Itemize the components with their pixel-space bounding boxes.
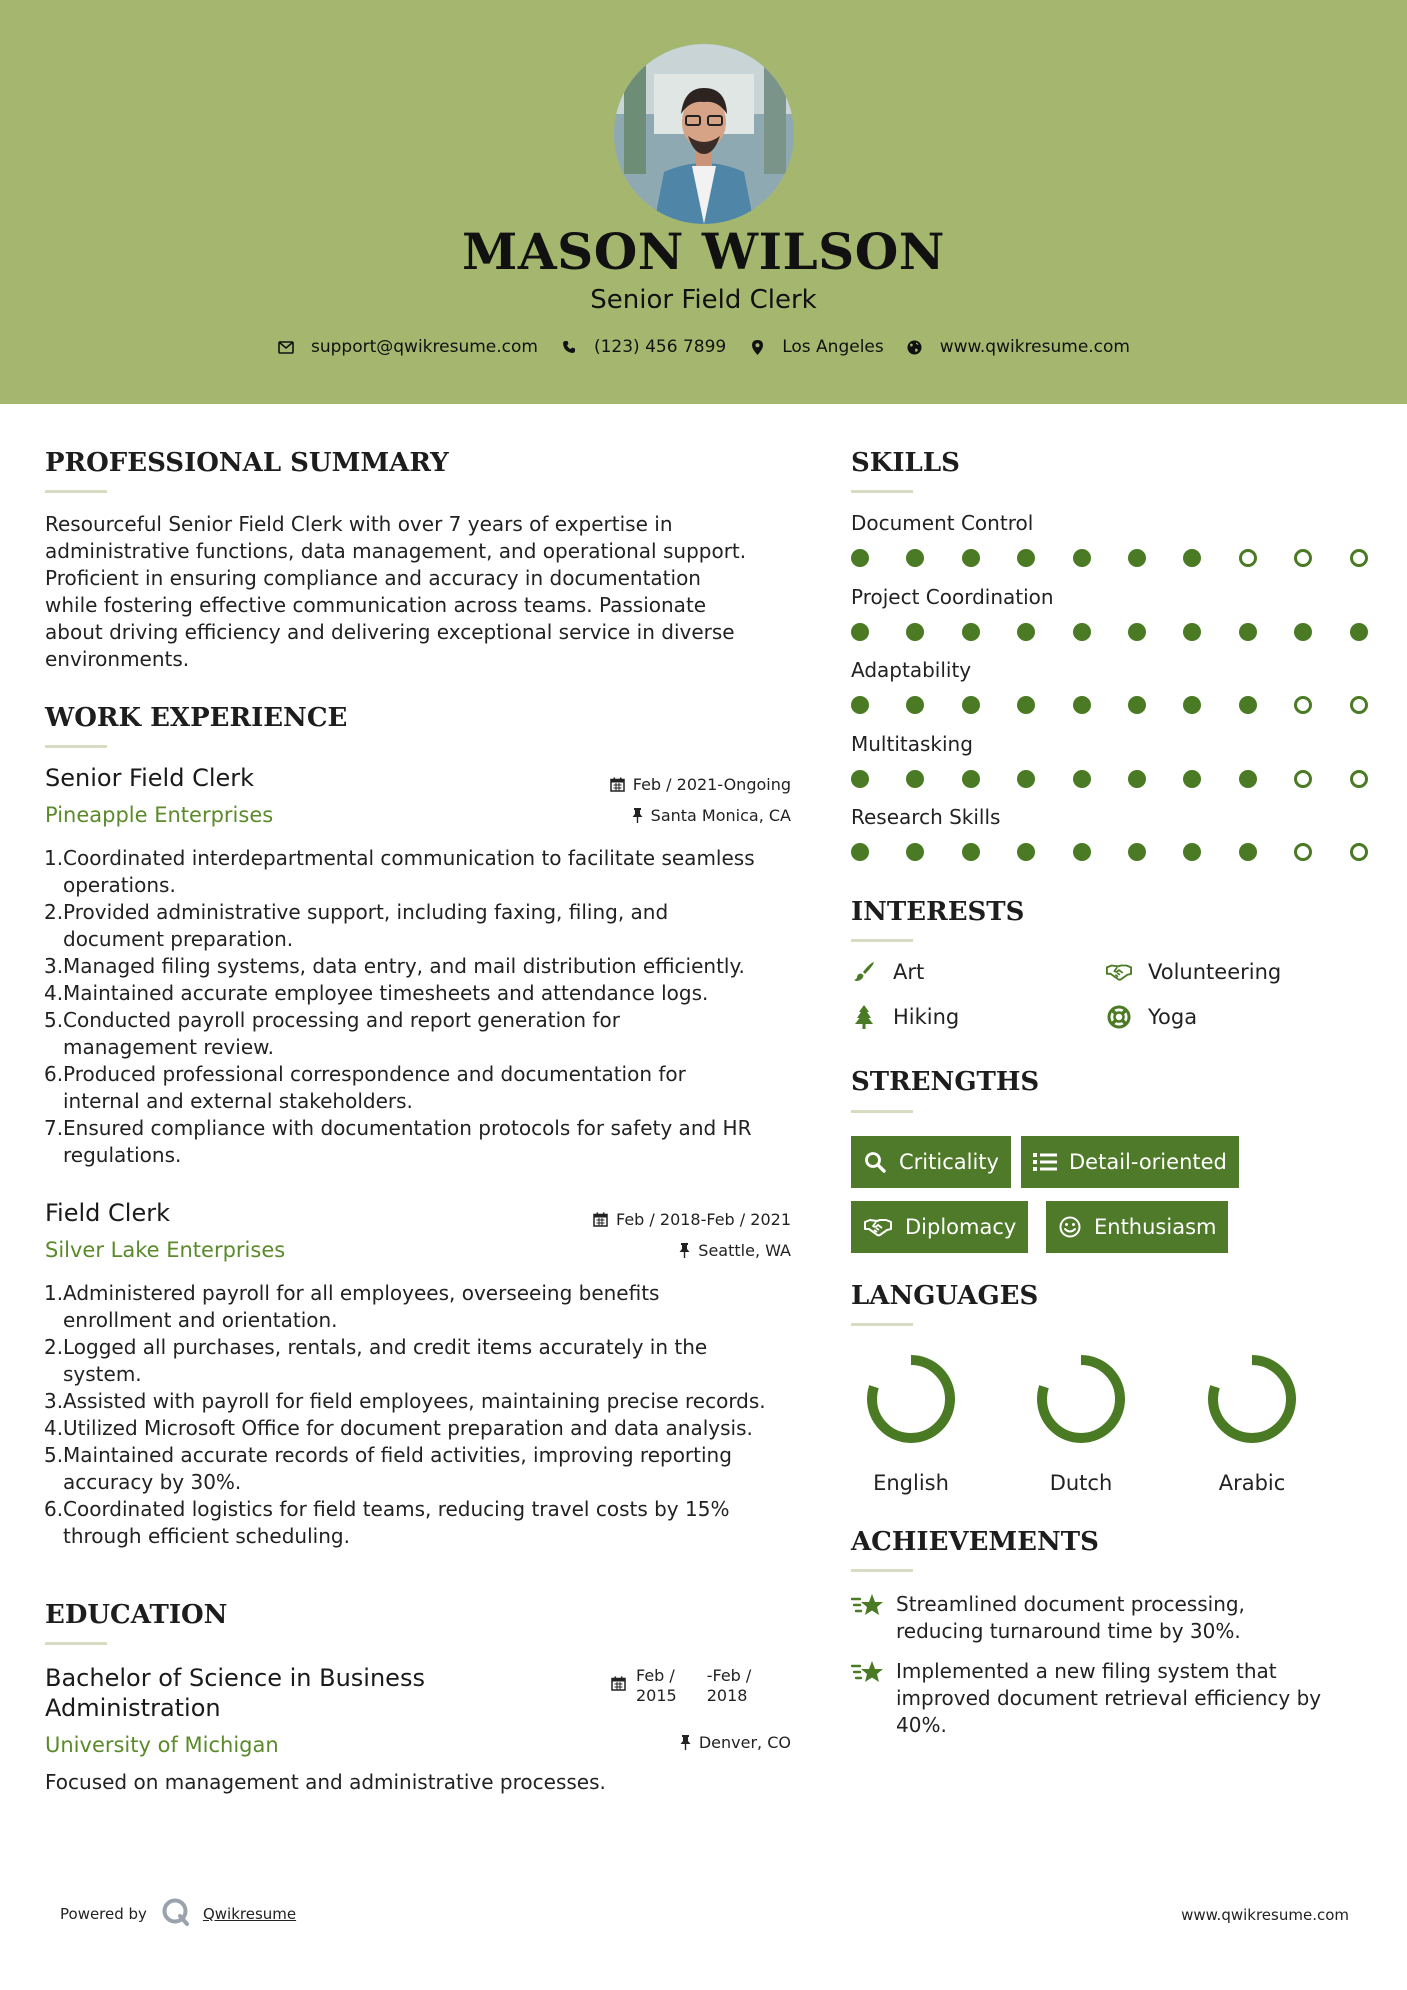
language-level-ring (865, 1353, 957, 1445)
list-item: 2. Provided administrative support, including faxing, filing, and document preparation. (44, 900, 669, 951)
skill-dot-filled (906, 770, 924, 788)
skill-dot-filled (1017, 696, 1035, 714)
strength-label: Detail-oriented (1069, 1150, 1227, 1174)
skill-dot-filled (851, 623, 869, 641)
contact-location (748, 337, 884, 357)
skill-dot-filled (1073, 549, 1091, 567)
skill-name: Multitasking (851, 731, 973, 756)
skill-dot-filled (962, 549, 980, 567)
contact-phone-text: (123) 456 7899 (593, 337, 727, 357)
skill-rating (851, 621, 1365, 643)
star-icon (851, 1591, 885, 1621)
profile-photo (614, 44, 794, 224)
degree-line: Bachelor of Science in Business (45, 1664, 425, 1692)
list-item: 5. Maintained accurate records of field activities, improving reporting accuracy by 30%. (44, 1443, 732, 1494)
qwikresume-logo-icon (161, 1897, 191, 1931)
interests-heading-rule (851, 939, 913, 942)
job-company: Pineapple Enterprises (45, 803, 274, 827)
languages-heading: LANGUAGES (851, 1281, 1039, 1311)
skill-dot-filled (1183, 770, 1201, 788)
education-location-text: Denver, CO (698, 1733, 791, 1752)
skill-name: Adaptability (851, 658, 972, 682)
language-item (846, 1353, 976, 1495)
contact-website-text: www.qwikresume.com (939, 337, 1130, 357)
strength-badge (851, 1201, 1028, 1253)
list-item: 4. Maintained accurate employee timesheets and attendance logs. (44, 981, 709, 1005)
job-title: Field Clerk (45, 1199, 170, 1227)
skill-dot-filled (962, 770, 980, 788)
list-item: 1. Coordinated interdepartmental communication to facilitate seamless operations. (44, 846, 755, 897)
tree-icon (851, 1004, 877, 1030)
handshake-icon (1106, 959, 1132, 985)
strength-badge (1021, 1136, 1239, 1188)
interest-item-art (851, 959, 924, 985)
contact-bar (0, 337, 1407, 357)
language-item (1016, 1353, 1146, 1495)
interest-item-hiking (851, 1004, 959, 1030)
job-location (679, 1241, 791, 1260)
list-item: 2. Logged all purchases, rentals, and credit items accurately in the system. (44, 1335, 708, 1386)
strength-badge (1046, 1201, 1228, 1253)
strength-label: Criticality (899, 1150, 999, 1174)
summary-line: administrative functions, data management, and operational support. (45, 539, 747, 563)
list-item: 7. Ensured compliance with documentation protocols for safety and HR regulations. (44, 1116, 752, 1167)
degree-line: Administration (45, 1694, 221, 1722)
skill-dot-filled (1183, 843, 1201, 861)
skill-dot-filled (906, 549, 924, 567)
summary-line: about driving efficiency and delivering exceptional service in diverse (45, 620, 735, 644)
skill-dot-filled (1294, 623, 1312, 641)
skill-name: Research Skills (851, 805, 1001, 829)
job-date (610, 775, 791, 794)
contact-website[interactable] (906, 337, 1130, 357)
interests-heading: INTERESTS (851, 897, 1025, 927)
education-heading: EDUCATION (45, 1600, 228, 1630)
skill-dot-filled (1017, 623, 1035, 641)
star-icon (851, 1658, 885, 1688)
skill-dot-filled (1239, 770, 1257, 788)
skill-dot-filled (1128, 623, 1146, 641)
list-item: 3. Assisted with payroll for field employees, maintaining precise records. (44, 1389, 766, 1413)
experience-heading-rule (45, 745, 107, 748)
interest-item-volunteering (1106, 959, 1281, 985)
skill-dot-filled (1017, 549, 1035, 567)
language-label: Dutch (1049, 1471, 1113, 1495)
strength-label: Enthusiasm (1094, 1215, 1217, 1239)
language-level-ring (1206, 1353, 1298, 1445)
skill-dot-filled (962, 843, 980, 861)
skill-dot-empty (1294, 770, 1312, 788)
skill-dot-filled (1128, 549, 1146, 567)
skill-dot-filled (1183, 549, 1201, 567)
summary-heading: PROFESSIONAL SUMMARY (45, 448, 449, 478)
skill-dot-filled (906, 843, 924, 861)
calendar-icon (610, 777, 625, 792)
language-level-ring (1035, 1353, 1127, 1445)
job-duties-list (45, 845, 815, 1169)
powered-by (60, 1897, 296, 1931)
skill-dot-filled (851, 696, 869, 714)
envelope-icon (277, 338, 295, 356)
list-icon (1033, 1150, 1057, 1174)
list-item: 6. Produced professional correspondence and documentation for internal and external stakeholders. (44, 1062, 686, 1113)
achievements-heading: ACHIEVEMENTS (851, 1527, 1099, 1557)
candidate-title: Senior Field Clerk (590, 285, 817, 315)
skill-dot-filled (1073, 696, 1091, 714)
skill-dot-filled (1128, 843, 1146, 861)
summary-line: Resourceful Senior Field Clerk with over 7 years of expertise in (45, 512, 673, 536)
education-date (611, 1666, 751, 1706)
skill-dot-filled (851, 549, 869, 567)
footer-website[interactable]: www.qwikresume.com (1181, 1906, 1349, 1924)
skill-dot-filled (1350, 623, 1368, 641)
skill-dot-filled (1183, 696, 1201, 714)
skill-name: Project Coordination (851, 584, 1054, 609)
list-item: 3. Managed filing systems, data entry, and mail distribution efficiently. (44, 954, 745, 978)
skill-dot-empty (1350, 696, 1368, 714)
job-location-text: Santa Monica, CA (650, 806, 791, 825)
degree-title (45, 1663, 425, 1723)
candidate-name: MASON WILSON (462, 222, 945, 281)
summary-text (45, 511, 805, 673)
achievement-text: Implemented a new filing system that improved document retrieval efficiency by 40%. (896, 1659, 1322, 1737)
languages-heading-rule (851, 1323, 913, 1326)
skill-dot-filled (1183, 623, 1201, 641)
skill-dot-filled (1239, 623, 1257, 641)
strengths-heading-rule (851, 1110, 913, 1113)
skill-rating (851, 841, 1365, 863)
skill-rating (851, 694, 1365, 716)
skill-dot-filled (1073, 623, 1091, 641)
experience-heading: WORK EXPERIENCE (45, 703, 348, 733)
strength-label: Diplomacy (905, 1215, 1017, 1239)
skill-dot-filled (851, 843, 869, 861)
list-item: 5. Conducted payroll processing and report generation for management review. (44, 1008, 620, 1059)
interest-label: Volunteering (1148, 960, 1282, 984)
education-location (680, 1733, 791, 1752)
contact-email-text: support@qwikresume.com (311, 337, 538, 357)
skill-name: Document Control (851, 511, 1034, 535)
strengths-heading: STRENGTHS (851, 1067, 1040, 1097)
resume-header (0, 0, 1407, 404)
summary-line: while fostering effective communication across teams. Passionate (45, 593, 707, 617)
language-label: English (873, 1471, 949, 1495)
job-location (632, 806, 791, 825)
smile-icon (1058, 1215, 1082, 1239)
education-end: -Feb / 2018 (706, 1666, 752, 1705)
list-item: 1. Administered payroll for all employees, overseeing benefits enrollment and orientation. (44, 1281, 660, 1332)
handshake-icon (863, 1215, 893, 1239)
contact-phone[interactable] (560, 337, 726, 357)
paintbrush-icon (851, 959, 877, 985)
achievement-text: Streamlined document processing, reducing turnaround time by 30%. (896, 1592, 1245, 1643)
contact-location-text: Los Angeles (782, 337, 884, 357)
skill-dot-filled (962, 696, 980, 714)
map-marker-icon (748, 338, 766, 356)
skill-dot-empty (1350, 549, 1368, 567)
skill-dot-empty (1294, 549, 1312, 567)
skill-dot-filled (1073, 770, 1091, 788)
achievement-item (851, 1591, 1371, 1645)
skill-rating (851, 768, 1365, 790)
interest-label: Yoga (1148, 1005, 1198, 1029)
summary-line: Proficient in ensuring compliance and accuracy in documentation (45, 566, 701, 590)
skill-dot-filled (962, 623, 980, 641)
education-start: Feb / 2015 (636, 1666, 677, 1705)
skill-dot-empty (1350, 843, 1368, 861)
powered-by-label: Powered by (60, 1905, 147, 1923)
skill-dot-filled (1239, 843, 1257, 861)
job-title: Senior Field Clerk (45, 764, 255, 792)
job-duties-list (45, 1280, 815, 1550)
skill-rating (851, 547, 1365, 569)
skill-dot-filled (851, 770, 869, 788)
life-ring-icon (1106, 1004, 1132, 1030)
skill-dot-filled (1017, 843, 1035, 861)
summary-line: environments. (45, 647, 190, 671)
job-location-text: Seattle, WA (698, 1241, 791, 1260)
job-company: Silver Lake Enterprises (45, 1238, 286, 1262)
search-icon (863, 1150, 887, 1174)
job-date-text: Feb / 2021-Ongoing (632, 775, 791, 794)
skill-dot-empty (1350, 770, 1368, 788)
phone-icon (560, 338, 578, 356)
skill-dot-filled (1128, 770, 1146, 788)
achievement-item (851, 1658, 1371, 1739)
skill-dot-filled (906, 696, 924, 714)
pushpin-icon (679, 1243, 690, 1258)
calendar-icon (611, 1676, 626, 1691)
job-date (593, 1210, 791, 1229)
skill-dot-empty (1239, 549, 1257, 567)
language-item (1187, 1353, 1317, 1495)
qwikresume-link[interactable]: Qwikresume (202, 1905, 297, 1923)
calendar-icon (593, 1212, 608, 1227)
skill-dot-filled (906, 623, 924, 641)
skill-dot-filled (1239, 696, 1257, 714)
contact-email[interactable] (277, 337, 538, 357)
skill-dot-filled (1073, 843, 1091, 861)
school-name: University of Michigan (45, 1733, 279, 1757)
skill-dot-filled (1017, 770, 1035, 788)
achievements-heading-rule (851, 1569, 913, 1572)
job-date-text: Feb / 2018-Feb / 2021 (616, 1210, 791, 1229)
skill-dot-empty (1294, 696, 1312, 714)
list-item: 6. Coordinated logistics for field teams, reducing travel costs by 15% through efficient scheduling. (44, 1497, 730, 1548)
education-heading-rule (45, 1642, 107, 1645)
globe-icon (906, 338, 924, 356)
summary-heading-rule (45, 490, 107, 493)
strength-badge (851, 1136, 1011, 1188)
interest-label: Hiking (893, 1005, 960, 1029)
pushpin-icon (680, 1735, 691, 1750)
list-item: 4. Utilized Microsoft Office for document preparation and data analysis. (44, 1416, 753, 1440)
skills-heading: SKILLS (851, 448, 960, 478)
interest-label: Art (893, 960, 925, 984)
skill-dot-empty (1294, 843, 1312, 861)
skills-heading-rule (851, 490, 913, 493)
interest-item-yoga (1106, 1004, 1197, 1030)
skill-dot-filled (1128, 696, 1146, 714)
language-label: Arabic (1218, 1471, 1286, 1495)
education-description: Focused on management and administrative processes. (45, 1770, 606, 1794)
pushpin-icon (632, 808, 643, 823)
